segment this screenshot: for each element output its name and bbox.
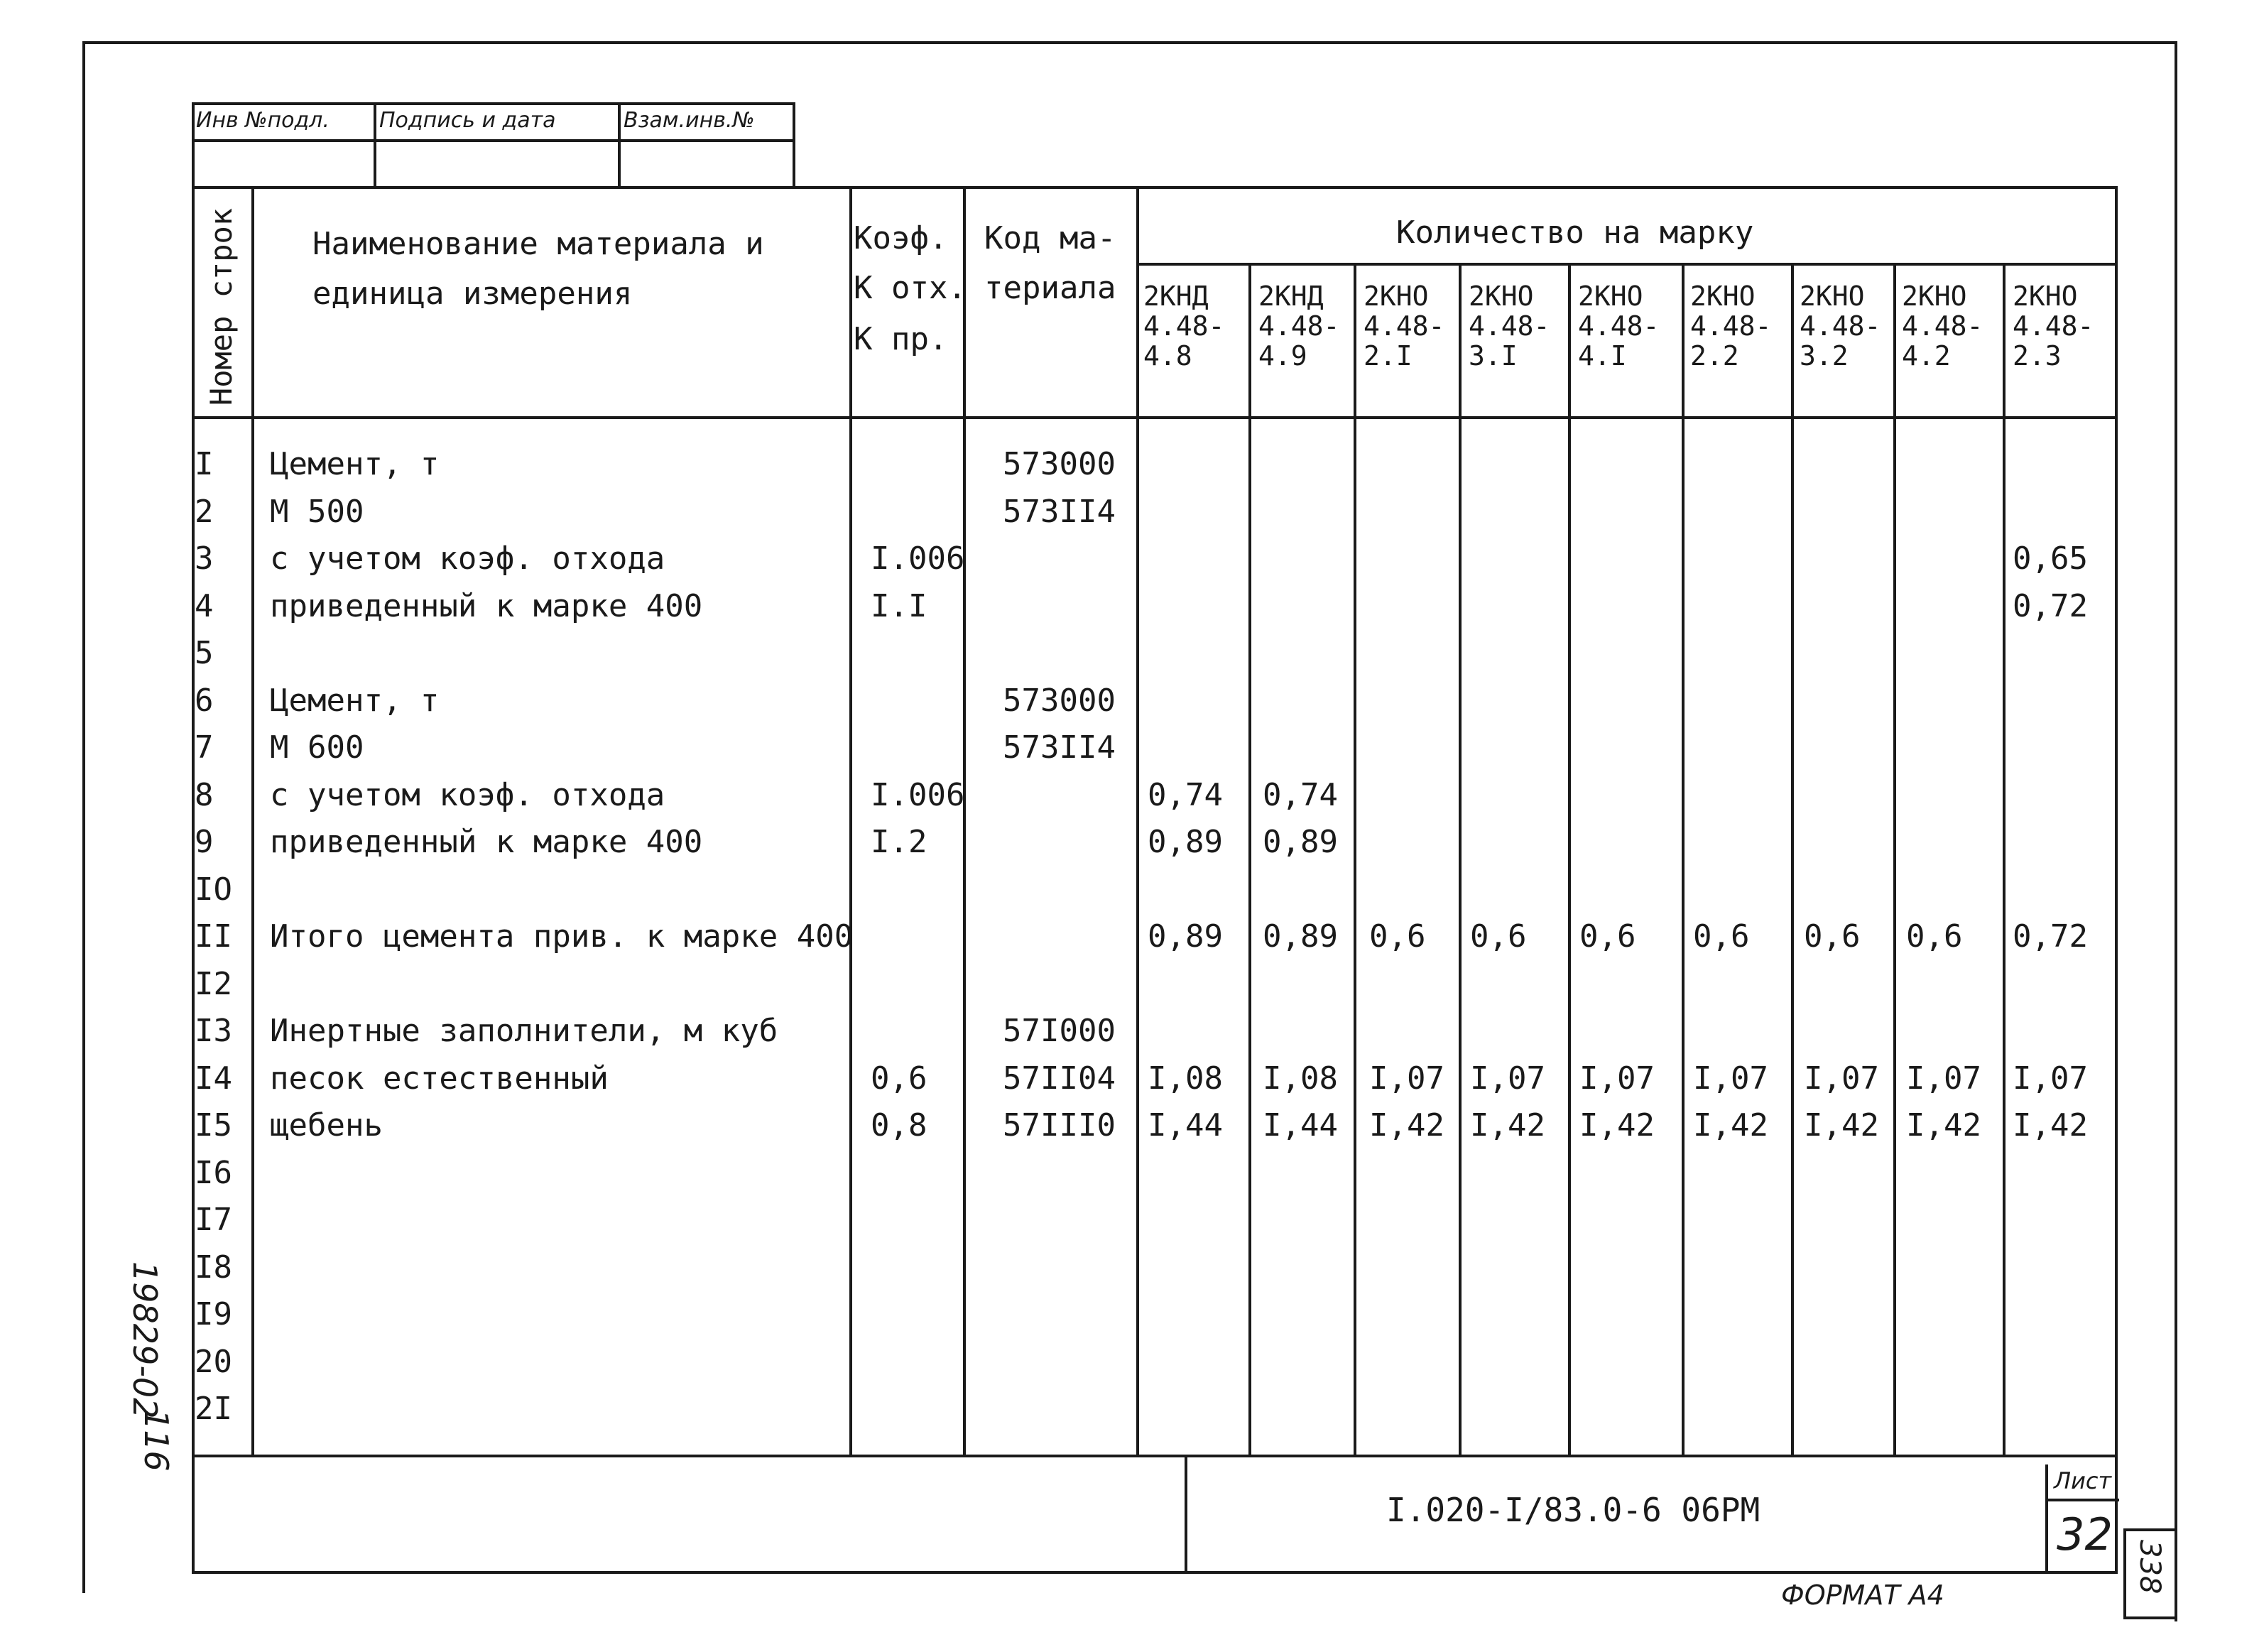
- sheet-number: 32: [2057, 1509, 2113, 1560]
- row-name: песок естественный: [270, 1060, 609, 1097]
- row-qty-5: I,07: [1579, 1060, 1655, 1097]
- row-number: 2: [195, 494, 214, 530]
- row-code: 57I000: [1003, 1013, 1116, 1049]
- row-name: Итого цемента прив. к марке 400: [270, 918, 854, 955]
- row-name: Инертные заполнители, м куб: [270, 1013, 778, 1049]
- brand-header-1-line-1: 2КНД: [1143, 281, 1209, 312]
- row-qty-8: I,07: [1906, 1060, 1981, 1097]
- brand-header-7-line-2: 4.48-: [1800, 310, 1881, 342]
- brand-header-8-line-3: 4.2: [1902, 340, 1951, 371]
- row-name: М 500: [270, 494, 364, 530]
- col-line-9: [1682, 263, 1685, 1457]
- col-line-10: [1791, 263, 1794, 1457]
- row-name: приведенный к марке 400: [270, 824, 703, 860]
- row-number: I8: [195, 1249, 232, 1286]
- row-number: 8: [195, 777, 214, 813]
- header-coef-line3: К пр.: [854, 321, 948, 357]
- row-number: 6: [195, 683, 214, 719]
- row-code: 57III0: [1003, 1107, 1116, 1143]
- brand-header-5-line-1: 2КНО: [1578, 281, 1643, 312]
- row-qty-9: I,07: [2013, 1060, 2088, 1097]
- row-qty-3: 0,6: [1369, 918, 1426, 955]
- brand-header-6-line-1: 2КНО: [1690, 281, 1756, 312]
- row-qty-2: I,44: [1263, 1107, 1338, 1143]
- footer-bottom-line: [192, 1571, 2118, 1574]
- col-line-4: [1136, 186, 1139, 1457]
- col-line-13: [2115, 186, 2118, 1574]
- row-qty-7: I,42: [1804, 1107, 1879, 1143]
- row-number: 3: [195, 540, 214, 577]
- row-coef: I.006: [871, 540, 965, 577]
- brand-header-9-line-2: 4.48-: [2013, 310, 2094, 342]
- stamp-replaced-inv: Взам.инв.№: [624, 108, 755, 133]
- row-code: 573II4: [1003, 729, 1116, 766]
- row-code: 573II4: [1003, 494, 1116, 530]
- row-coef: I.I: [871, 588, 927, 624]
- row-qty-4: I,42: [1470, 1107, 1545, 1143]
- table-bottom-line: [192, 1455, 2118, 1457]
- sheet-label: Лист: [2054, 1467, 2112, 1494]
- row-number: I4: [195, 1060, 232, 1097]
- sheet-box: [2045, 1464, 2119, 1574]
- stamp-signature-date: Подпись и дата: [379, 108, 556, 133]
- header-qty-title: Количество на марку: [1396, 214, 1754, 251]
- brand-header-4-line-2: 4.48-: [1469, 310, 1550, 342]
- header-coef-line1: Коэф.: [854, 220, 948, 256]
- header-name-line1: Наименование материала и: [312, 226, 764, 262]
- col-line-11: [1893, 263, 1896, 1457]
- row-qty-7: I,07: [1804, 1060, 1879, 1097]
- header-coef-line2: К отх.: [854, 270, 967, 306]
- frame-right-border: [2175, 41, 2177, 1621]
- row-qty-2: 0,89: [1263, 824, 1338, 860]
- row-code: 573000: [1003, 683, 1116, 719]
- row-name: щебень: [270, 1107, 383, 1143]
- row-name: с учетом коэф. отхода: [270, 777, 665, 813]
- row-name: Цемент, т: [270, 683, 440, 719]
- col-line-6: [1354, 263, 1356, 1457]
- row-number: 4: [195, 588, 214, 624]
- brand-header-9-line-1: 2КНО: [2013, 281, 2078, 312]
- row-number: 5: [195, 635, 214, 671]
- brand-header-9-line-3: 2.3: [2013, 340, 2062, 371]
- brand-header-2-line-3: 4.9: [1258, 340, 1307, 371]
- row-name: приведенный к марке 400: [270, 588, 703, 624]
- row-qty-9: 0,72: [2013, 588, 2088, 624]
- brand-header-1-line-3: 4.8: [1143, 340, 1192, 371]
- brand-header-2-line-1: 2КНД: [1258, 281, 1324, 312]
- row-qty-5: I,42: [1579, 1107, 1655, 1143]
- row-qty-5: 0,6: [1579, 918, 1636, 955]
- row-qty-1: 0,89: [1148, 918, 1223, 955]
- row-number: 2I: [195, 1391, 232, 1427]
- brand-header-3-line-3: 2.I: [1364, 340, 1413, 371]
- stamp-inv-no: Инв №подл.: [196, 108, 330, 133]
- row-number: 7: [195, 729, 214, 766]
- row-qty-7: 0,6: [1804, 918, 1861, 955]
- doc-code: I.020-I/83.0-6 06РМ: [1386, 1491, 1760, 1529]
- header-row-no: Номер строк: [204, 207, 239, 406]
- row-qty-4: 0,6: [1470, 918, 1527, 955]
- row-number: I3: [195, 1013, 232, 1049]
- col-line-2: [849, 186, 852, 1457]
- brand-header-4-line-1: 2КНО: [1469, 281, 1534, 312]
- col-line-8: [1568, 263, 1571, 1457]
- row-qty-3: I,07: [1369, 1060, 1444, 1097]
- row-qty-9: 0,65: [2013, 540, 2088, 577]
- row-qty-2: 0,74: [1263, 777, 1338, 813]
- brand-header-5-line-2: 4.48-: [1578, 310, 1660, 342]
- brand-header-7-line-3: 3.2: [1800, 340, 1849, 371]
- row-code: 57II04: [1003, 1060, 1116, 1097]
- row-coef: I.006: [871, 777, 965, 813]
- row-qty-8: 0,6: [1906, 918, 1963, 955]
- row-qty-2: I,08: [1263, 1060, 1338, 1097]
- row-qty-4: I,07: [1470, 1060, 1545, 1097]
- col-line-12: [2003, 263, 2006, 1457]
- brand-header-2-line-2: 4.48-: [1258, 310, 1340, 342]
- row-qty-9: 0,72: [2013, 918, 2088, 955]
- brand-header-3-line-1: 2КНО: [1364, 281, 1429, 312]
- row-number: I5: [195, 1107, 232, 1143]
- row-qty-1: 0,89: [1148, 824, 1223, 860]
- row-qty-3: I,42: [1369, 1107, 1444, 1143]
- row-number: I6: [195, 1155, 232, 1191]
- row-number: IO: [195, 871, 232, 908]
- brand-header-6-line-3: 2.2: [1690, 340, 1739, 371]
- row-number: I: [195, 446, 214, 482]
- table-top-line: [192, 186, 2118, 189]
- row-qty-8: I,42: [1906, 1107, 1981, 1143]
- row-qty-2: 0,89: [1263, 918, 1338, 955]
- format-label: ФОРМАТ А4: [1781, 1580, 1944, 1611]
- brand-header-5-line-3: 4.I: [1578, 340, 1627, 371]
- col-line-5: [1248, 263, 1251, 1457]
- page-number: 338: [2133, 1540, 2166, 1594]
- row-number: 20: [195, 1344, 232, 1380]
- header-code-line1: Код ма-: [984, 220, 1116, 256]
- brand-header-6-line-2: 4.48-: [1690, 310, 1772, 342]
- side-note-2: 116: [137, 1409, 175, 1472]
- row-qty-6: I,42: [1693, 1107, 1768, 1143]
- row-qty-1: I,08: [1148, 1060, 1223, 1097]
- row-qty-1: I,44: [1148, 1107, 1223, 1143]
- side-note: 19829-02: [126, 1261, 164, 1419]
- row-name: с учетом коэф. отхода: [270, 540, 665, 577]
- stamp-block: [192, 102, 795, 189]
- row-qty-1: 0,74: [1148, 777, 1223, 813]
- row-coef: I.2: [871, 824, 927, 860]
- col-line-7: [1459, 263, 1462, 1457]
- row-qty-9: I,42: [2013, 1107, 2088, 1143]
- row-name: М 600: [270, 729, 364, 766]
- footer-divider: [1185, 1455, 1187, 1574]
- row-qty-6: I,07: [1693, 1060, 1768, 1097]
- frame-left-border: [82, 41, 85, 1593]
- row-number: II: [195, 918, 232, 955]
- row-number: I7: [195, 1202, 232, 1238]
- row-coef: 0,8: [871, 1107, 927, 1143]
- frame-top-border: [82, 41, 2177, 44]
- table-header-bottom-line: [192, 416, 2118, 419]
- brand-header-8-line-1: 2КНО: [1902, 281, 1967, 312]
- brand-header-7-line-1: 2КНО: [1800, 281, 1865, 312]
- qty-title-line: [1136, 263, 2118, 266]
- row-number: I9: [195, 1296, 232, 1332]
- row-qty-6: 0,6: [1693, 918, 1750, 955]
- header-name-line2: единица измерения: [312, 276, 633, 312]
- brand-header-8-line-2: 4.48-: [1902, 310, 1983, 342]
- row-code: 573000: [1003, 446, 1116, 482]
- header-code-line2: териала: [984, 270, 1116, 306]
- row-number: 9: [195, 824, 214, 860]
- col-line-1: [251, 186, 254, 1457]
- page-number-box: [2123, 1528, 2175, 1619]
- brand-header-3-line-2: 4.48-: [1364, 310, 1445, 342]
- col-line-3: [963, 186, 966, 1457]
- brand-header-1-line-2: 4.48-: [1143, 310, 1225, 342]
- row-name: Цемент, т: [270, 446, 440, 482]
- row-number: I2: [195, 966, 232, 1002]
- brand-header-4-line-3: 3.I: [1469, 340, 1518, 371]
- row-coef: 0,6: [871, 1060, 927, 1097]
